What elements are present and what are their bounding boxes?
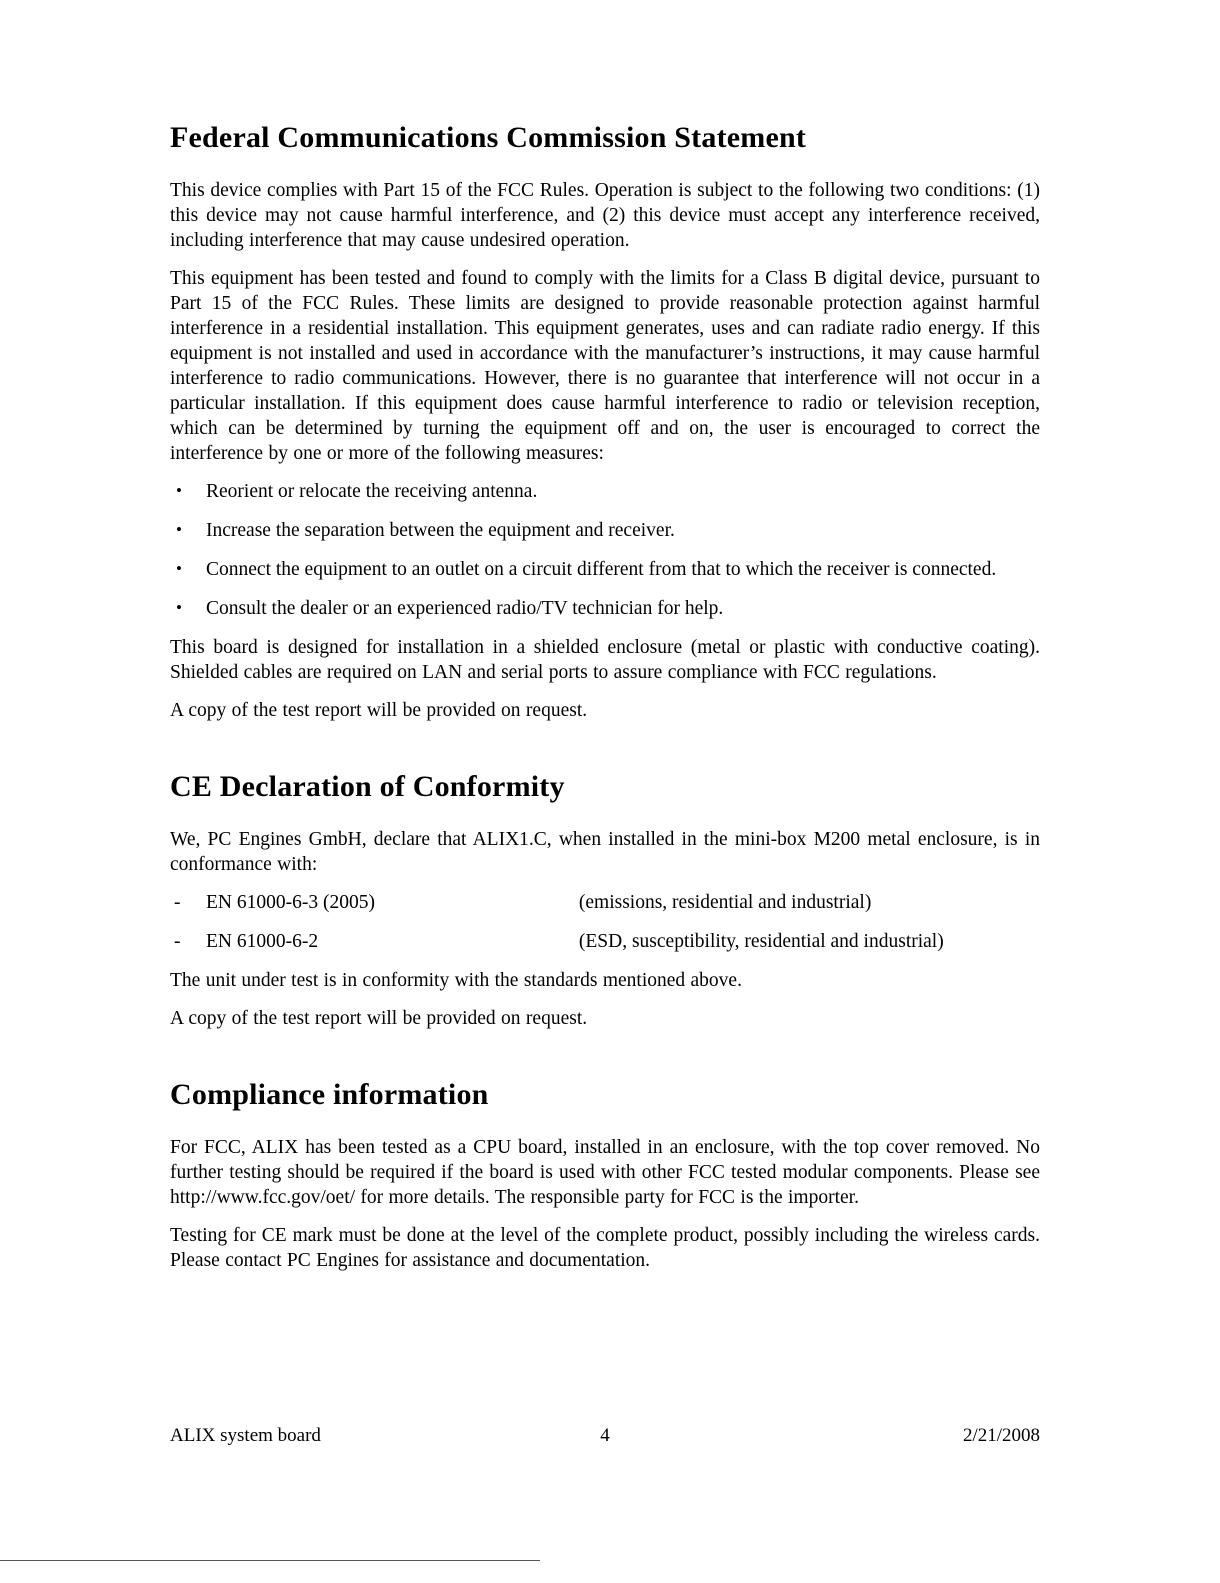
list-item-label: Consult the dealer or an experienced radio/TV technician for help. (206, 598, 724, 619)
fcc-paragraph-1: This device complies with Part 15 of the FCC Rules. Operation is subject to the following two conditions: (1) this device may not cause harmful interference, and (2) this device must accept any interference received, including interference that may cause undesired operation. (170, 180, 1040, 251)
dash-icon: - (174, 931, 181, 952)
footer-right-date: 2/21/2008 (962, 1425, 1040, 1446)
list-item (170, 890, 1040, 915)
document-content (170, 120, 1040, 1273)
bullet-icon: • (176, 559, 182, 578)
ce-paragraph-3: A copy of the test report will be provided on request. (170, 1008, 588, 1029)
page-title-compliance: Compliance information (170, 1078, 489, 1111)
page-footer (170, 1425, 1040, 1447)
page-title-ce: CE Declaration of Conformity (170, 770, 565, 803)
ce-paragraph-1: We, PC Engines GmbH, declare that ALIX1.C, when installed in the mini-box M200 metal enclosure, is in conformance with: (170, 829, 1040, 875)
list-item (170, 557, 1040, 582)
fcc-paragraph-4: A copy of the test report will be provided on request. (170, 700, 588, 721)
bottom-divider (0, 1560, 540, 1561)
list-item-label: Reorient or relocate the receiving antenna. (206, 481, 538, 502)
page-title-fcc: Federal Communications Commission Statement (170, 121, 807, 154)
standard-name: EN 61000-6-3 (2005) (206, 892, 375, 913)
standard-name: EN 61000-6-2 (206, 931, 319, 952)
footer-page-number: 4 (600, 1425, 610, 1446)
bullet-icon: • (176, 598, 182, 617)
ce-standards-list (170, 890, 1040, 954)
standard-description: (ESD, susceptibility, residential and industrial) (578, 931, 944, 952)
fcc-measures-list (170, 479, 1040, 621)
fcc-paragraph-2: This equipment has been tested and found to comply with the limits for a Class B digital device, pursuant to Part 15 of the FCC Rules. These limits are designed to provide reasonable protection against harmful interference in a residential installation. This equipment generates, uses and can radiate radio energy. If this equipment is not installed and used in accordance with the manufacturer’s instructions, it may cause harmful interference to radio communications. However, there is no guarantee that interference will not occur in a particular installation. If this equipment does cause harmful interference to radio or television reception, which can be determined by turning the equipment off and on, the user is encouraged to correct the interference by one or more of the following measures: (170, 268, 1040, 464)
ce-paragraph-2: The unit under test is in conformity with the standards mentioned above. (170, 970, 742, 991)
standard-description: (emissions, residential and industrial) (578, 892, 872, 913)
dash-icon: - (174, 892, 181, 913)
list-item (170, 479, 1040, 504)
list-item (170, 518, 1040, 543)
list-item-label: Increase the separation between the equipment and receiver. (206, 520, 675, 541)
compliance-paragraph-1: For FCC, ALIX has been tested as a CPU board, installed in an enclosure, with the top cover removed. No further testing should be required if the board is used with other FCC tested modular components. Please see http://www.fcc.gov/oet/ for more details. The responsible party for FCC is the importer. (170, 1137, 1040, 1208)
footer-left-label: ALIX system board (170, 1425, 321, 1446)
list-item-label: Connect the equipment to an outlet on a circuit different from that to which the receiver is connected. (206, 559, 997, 580)
list-item (170, 929, 1040, 954)
fcc-paragraph-3: This board is designed for installation in a shielded enclosure (metal or plastic with conductive coating). Shielded cables are required on LAN and serial ports to assure compliance with FCC regulations. (170, 637, 1040, 683)
bullet-icon: • (176, 481, 182, 500)
compliance-paragraph-2: Testing for CE mark must be done at the level of the complete product, possibly including the wireless cards. Please contact PC Engines for assistance and documentation. (170, 1225, 1040, 1271)
list-item (170, 596, 1040, 621)
bullet-icon: • (176, 520, 182, 539)
